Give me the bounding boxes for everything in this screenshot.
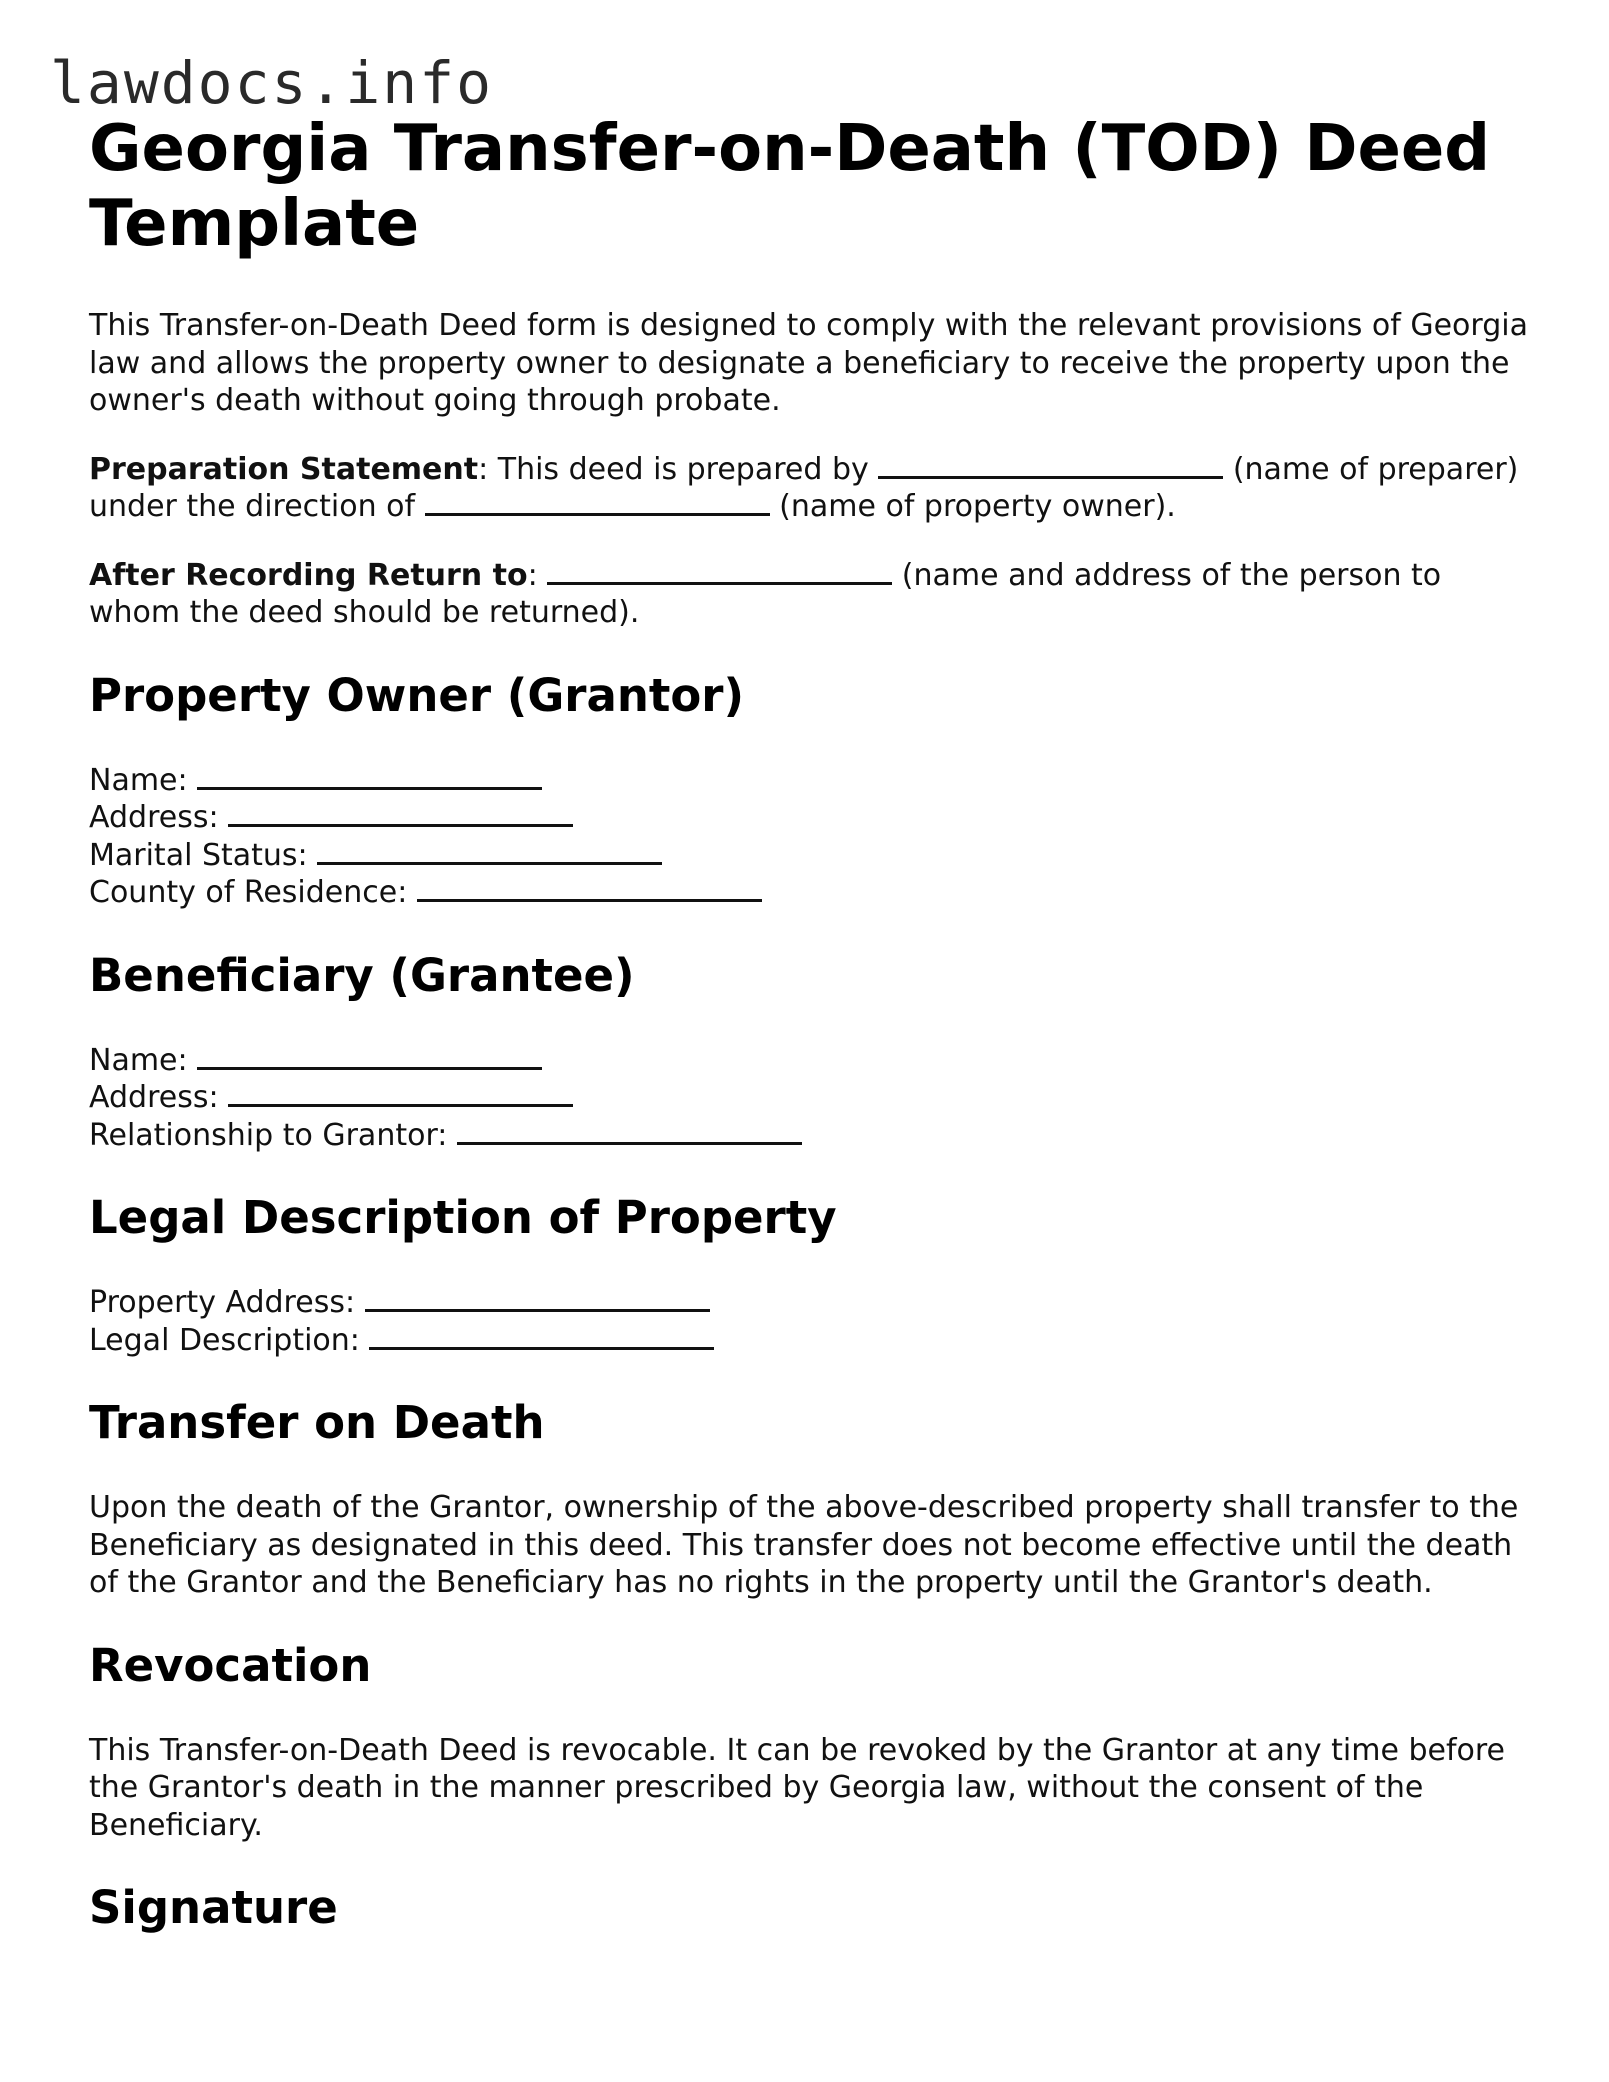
- grantor-marital-blank[interactable]: [317, 837, 662, 865]
- grantor-name-field: Name:: [89, 762, 1529, 800]
- grantor-marital-field: Marital Status:: [89, 837, 1529, 875]
- grantor-county-blank[interactable]: [417, 874, 762, 902]
- page-title: Georgia Transfer-on-Death (TOD) Deed Template: [89, 112, 1491, 261]
- preparation-statement: Preparation Statement: This deed is prepared by (name of preparer) under the direction of (name of property owner).: [89, 451, 1519, 524]
- preparer-blank[interactable]: [878, 451, 1223, 479]
- grantor-county-field: County of Residence:: [89, 874, 1529, 912]
- grantee-heading: Beneficiary (Grantee): [89, 948, 635, 1002]
- grantee-name-field: Name:: [89, 1042, 1529, 1080]
- owner-blank[interactable]: [425, 488, 770, 516]
- grantor-name-blank[interactable]: [197, 762, 542, 790]
- return-statement: After Recording Return to: (name and address of the person to whom the deed should be returned).: [89, 557, 1442, 630]
- grantor-address-field: Address:: [89, 799, 1529, 837]
- grantor-heading: Property Owner (Grantor): [89, 668, 745, 722]
- revocation-heading: Revocation: [89, 1638, 372, 1692]
- property-address-field: Property Address:: [89, 1284, 1529, 1322]
- transfer-paragraph: Upon the death of the Grantor, ownership of the above-described property shall transfer to the Beneficiary as designated in this deed. This transfer does not become effective until the death of the Grantor and the Beneficiary has no rights in the property until the Grantor's death.: [89, 1490, 1519, 1600]
- legal-fields: [89, 1284, 1529, 1359]
- grantee-fields: [89, 1042, 1529, 1155]
- signature-heading: Signature: [89, 1881, 338, 1934]
- grantee-relationship-field: Relationship to Grantor:: [89, 1117, 1529, 1155]
- site-watermark: lawdocs.info: [50, 49, 494, 117]
- grantor-address-blank[interactable]: [228, 799, 573, 827]
- grantee-address-blank[interactable]: [228, 1079, 573, 1107]
- grantee-name-blank[interactable]: [197, 1042, 542, 1070]
- property-address-blank[interactable]: [365, 1284, 710, 1312]
- document-body: [89, 112, 1529, 1974]
- revocation-paragraph: This Transfer-on-Death Deed is revocable. It can be revoked by the Grantor at any time before the Grantor's death in the manner prescribed by Georgia law, without the consent of the Beneficiary.: [89, 1732, 1505, 1843]
- legal-description-blank[interactable]: [369, 1322, 714, 1350]
- transfer-heading: Transfer on Death: [89, 1396, 545, 1449]
- legal-description-field: Legal Description:: [89, 1322, 1529, 1360]
- grantor-fields: [89, 762, 1529, 912]
- return-label: After Recording Return to: [89, 557, 528, 593]
- return-blank[interactable]: [547, 557, 892, 585]
- preparation-label: Preparation Statement: [89, 451, 479, 487]
- intro-paragraph: This Transfer-on-Death Deed form is designed to comply with the relevant provisions of Georgia law and allows the property owner to designate a beneficiary to receive the property upon the owner's death without going through probate.: [89, 308, 1528, 418]
- grantee-address-field: Address:: [89, 1079, 1529, 1117]
- grantee-relationship-blank[interactable]: [457, 1117, 802, 1145]
- legal-heading: Legal Description of Property: [89, 1191, 837, 1244]
